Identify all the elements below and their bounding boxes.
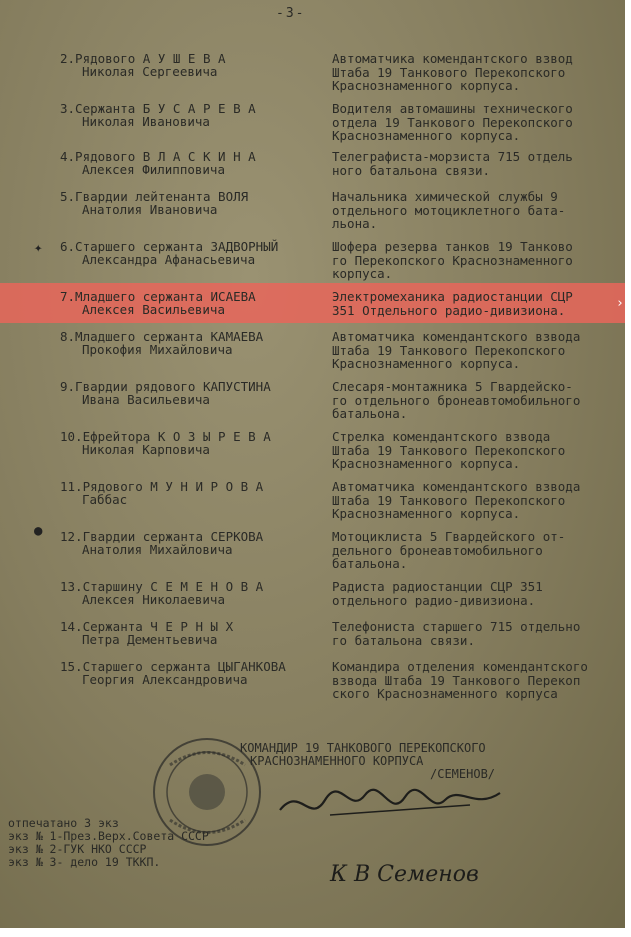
award-entry <box>0 52 625 100</box>
recipient-name <box>60 330 330 356</box>
position-line: Краснознаменного корпуса. <box>332 128 521 143</box>
given-names: Петра Дементьевича <box>82 632 218 647</box>
rank-surname: 15.Старшего сержанта ЦЫГАНКОВА <box>60 659 286 674</box>
rank-surname: 14.Сержанта Ч Е Р Н Ы Х <box>60 619 234 634</box>
handwritten-signature <box>270 775 520 835</box>
given-names: Алексея Васильевича <box>82 302 225 317</box>
page-number: -3- <box>276 6 306 21</box>
award-entry <box>0 190 625 238</box>
position-line: Штаба 19 Танкового Перекопского <box>332 342 566 358</box>
given-names: Габбас <box>82 492 128 507</box>
recipient-name <box>60 620 330 646</box>
recipient-position <box>332 580 622 607</box>
recipient-position <box>332 240 622 281</box>
position-line: го отдельного бронеавтомобильного <box>332 392 581 408</box>
position-line: Начальника химической службы 9 <box>332 189 558 204</box>
position-line: Электромеханика радиостанции СЦР <box>332 289 573 304</box>
position-line: Командира отделения комендантского <box>332 659 588 674</box>
position-line: Краснознаменного корпуса. <box>332 78 521 93</box>
signature-line: КРАСНОЗНАМЕННОГО КОРПУСА <box>250 754 424 768</box>
rank-surname: 4.Рядового В Л А С К И Н А <box>60 149 256 164</box>
given-names: Анатолия Ивановича <box>82 202 218 217</box>
award-entry <box>0 660 625 708</box>
recipient-position <box>332 380 622 421</box>
award-entry <box>0 330 625 378</box>
position-line: корпуса. <box>332 266 393 281</box>
rank-surname: 9.Гвардии рядового КАПУСТИНА <box>60 379 271 394</box>
given-names: Николая Карповича <box>82 442 210 457</box>
recipient-name <box>60 240 330 266</box>
position-line: Стрелка комендантского взвода <box>332 429 551 444</box>
distribution-line: экз № 2-ГУК НКО СССР <box>8 842 147 856</box>
award-entry <box>0 530 625 578</box>
position-line: Штаба 19 Танкового Перекопского <box>332 492 566 508</box>
position-line: Мотоциклиста 5 Гвардейского от- <box>332 529 566 544</box>
position-line: ного батальона связи. <box>332 162 491 178</box>
given-names: Анатолия Михайловича <box>82 542 233 557</box>
award-entry <box>0 240 625 288</box>
recipient-name <box>60 530 330 556</box>
rank-surname: 11.Рядового М У Н И Р О В А <box>60 479 264 494</box>
recipient-position <box>332 102 622 143</box>
chevron-right-icon[interactable]: › <box>616 296 624 311</box>
position-line: батальона. <box>332 556 408 571</box>
position-line: Штаба 19 Танкового Перекопского <box>332 64 566 80</box>
award-entry <box>0 480 625 528</box>
given-names: Александра Афанасьевича <box>82 252 256 267</box>
position-line: Автоматчика комендантского взвода <box>332 329 581 344</box>
position-line: отдельного радио-дивизиона. <box>332 592 536 608</box>
rank-surname: 6.Старшего сержанта ЗАДВОРНЫЙ <box>60 239 279 254</box>
position-line: дельного бронеавтомобильного <box>332 542 543 558</box>
position-line: взвода Штаба 19 Танкового Перекоп <box>332 672 581 688</box>
position-line: Слесаря-монтажника 5 Гвардейско- <box>332 379 573 394</box>
rank-surname: 5.Гвардии лейтенанта ВОЛЯ <box>60 189 249 204</box>
position-line: Водителя автомашины технического <box>332 101 573 116</box>
recipient-position <box>332 150 622 177</box>
position-line: Шофера резерва танков 19 Танково <box>332 239 573 254</box>
handwritten-name: К В Семенов <box>330 862 479 887</box>
given-names: Алексея Николаевича <box>82 592 225 607</box>
given-names: Николая Сергеевича <box>82 64 218 79</box>
position-line: Краснознаменного корпуса. <box>332 506 521 521</box>
distribution-line: отпечатано 3 экз <box>8 816 119 830</box>
recipient-position <box>332 52 622 93</box>
viewer-margin <box>625 0 631 928</box>
position-line: го батальона связи. <box>332 632 475 648</box>
recipient-position <box>332 330 622 371</box>
signature-line: КОМАНДИР 19 ТАНКОВОГО ПЕРЕКОПСКОГО <box>240 741 486 755</box>
viewer-scrollbar[interactable] <box>0 928 631 937</box>
position-line: Автоматчика комендантского взвод <box>332 51 573 66</box>
rank-surname: 13.Старшину С Е М Е Н О В А <box>60 579 264 594</box>
distribution-notes <box>8 817 209 869</box>
recipient-name <box>60 580 330 606</box>
given-names: Алексея Филипповича <box>82 162 225 177</box>
recipient-name <box>60 190 330 216</box>
rank-surname: 10.Ефрейтора К О З Ы Р Е В А <box>60 429 271 444</box>
recipient-position <box>332 620 622 647</box>
distribution-line: экз № 3- дело 19 ТККП. <box>8 855 161 869</box>
recipient-name <box>60 430 330 456</box>
distribution-line: экз № 1-През.Верх.Совета СССР <box>8 829 209 843</box>
award-entry <box>0 102 625 150</box>
recipient-name <box>60 380 330 406</box>
signature-name: /СЕМЕНОВ/ <box>430 767 496 781</box>
rank-surname: 2.Рядового А У Ш Е В А <box>60 51 226 66</box>
position-line: Автоматчика комендантского взвода <box>332 479 581 494</box>
recipient-name <box>60 290 330 316</box>
rank-surname: 8.Младшего сержанта КАМАЕВА <box>60 329 264 344</box>
recipient-position <box>332 430 622 471</box>
position-line: отдела 19 Танкового Перекопского <box>332 114 573 130</box>
position-line: Краснознаменного корпуса. <box>332 356 521 371</box>
position-line: ского Краснознаменного корпуса <box>332 686 558 701</box>
recipient-position <box>332 660 622 701</box>
given-names: Георгия Александровича <box>82 672 248 687</box>
recipient-position <box>332 480 622 521</box>
star-bullet-icon: ● <box>34 523 43 539</box>
position-line: отдельного мотоциклетного бата- <box>332 202 566 218</box>
rank-surname: 7.Младшего сержанта ИСАЕВА <box>60 289 256 304</box>
rank-surname: 3.Сержанта Б У С А Р Е В А <box>60 101 256 116</box>
award-entry <box>0 430 625 478</box>
position-line: 351 Отдельного радио-дивизиона. <box>332 302 566 318</box>
recipient-name <box>60 480 330 506</box>
given-names: Прокофия Михайловича <box>82 342 233 357</box>
recipient-name <box>60 52 330 78</box>
position-line: Телеграфиста-морзиста 715 отдель <box>332 149 573 164</box>
recipient-position <box>332 530 622 571</box>
given-names: Николая Ивановича <box>82 114 210 129</box>
star-bullet-icon: ✦ <box>34 240 43 256</box>
recipient-name <box>60 660 330 686</box>
position-line: го Перекопского Краснознаменного <box>332 252 573 268</box>
recipient-position <box>332 190 622 231</box>
position-line: Телефониста старшего 715 отдельно <box>332 619 581 634</box>
rank-surname: 12.Гвардии сержанта СЕРКОВА <box>60 529 264 544</box>
position-line: льона. <box>332 216 378 231</box>
recipient-position <box>332 290 622 317</box>
recipient-name <box>60 102 330 128</box>
position-line: Штаба 19 Танкового Перекопского <box>332 442 566 458</box>
given-names: Ивана Васильевича <box>82 392 210 407</box>
award-entry <box>0 380 625 428</box>
position-line: Краснознаменного корпуса. <box>332 456 521 471</box>
recipient-name <box>60 150 330 176</box>
position-line: батальона. <box>332 406 408 421</box>
position-line: Радиста радиостанции СЦР 351 <box>332 579 543 594</box>
